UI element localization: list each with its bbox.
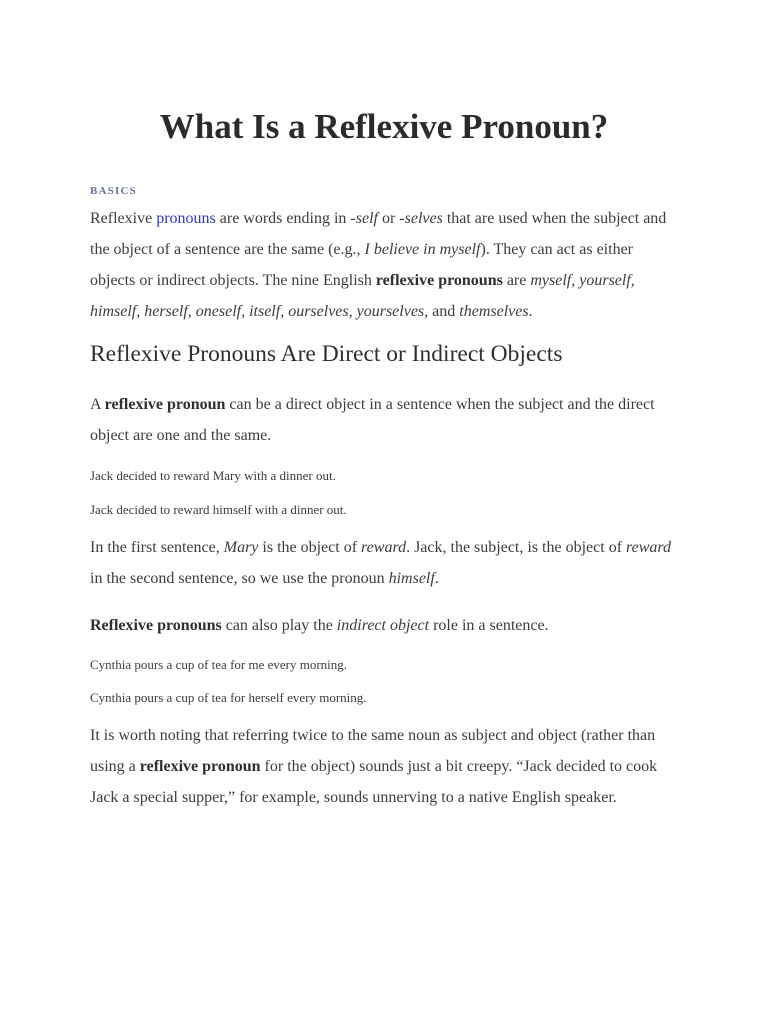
pronouns-link[interactable]: pronouns <box>156 210 216 227</box>
intro-example: I believe in myself <box>364 241 481 258</box>
example-sentence: Jack decided to reward himself with a dinner out. <box>90 502 347 517</box>
intro-text-3: or <box>377 210 400 227</box>
reward-word: reward <box>626 539 672 556</box>
example-sentence: Cynthia pours a cup of tea for herself every morning. <box>90 690 367 705</box>
pronoun-list: myself, yourself, himself, herself, oneself, itself, ourselves, yourselves, <box>90 272 635 320</box>
intro-text-4: that are used when the subject and the object of a sentence are the same (e.g., <box>90 210 667 258</box>
example-sentence: Cynthia pours a cup of tea for me every morning. <box>90 657 348 672</box>
intro-text-6: are <box>502 272 531 289</box>
worth-text-2: for the object) sounds just a bit creepy. “Jack decided to cook Jack a special supper,” for example, sounds unnerving to a native English speaker. <box>90 758 658 806</box>
section-heading: Reflexive Pronouns Are Direct or Indirect Objects <box>90 341 563 367</box>
first-text-5: . <box>434 570 439 587</box>
explanation-paragraph <box>90 532 680 594</box>
intro-text-1: Reflexive <box>90 210 157 227</box>
first-text-2: is the object of <box>258 539 362 556</box>
self-suffix: -self <box>350 210 378 227</box>
first-text-4: in the second sentence, so we use the pronoun <box>90 570 389 587</box>
intro-term: reflexive pronouns <box>375 272 503 289</box>
indirect-role: indirect object <box>336 617 430 634</box>
indirect-term: Reflexive pronouns <box>90 617 222 634</box>
indirect-object-paragraph <box>90 610 680 641</box>
direct-text-2: can be a direct object in a sentence when the subject and the direct object are one and the same. <box>90 396 655 444</box>
intro-paragraph <box>90 203 680 327</box>
reward-word: reward <box>361 539 407 556</box>
selves-suffix: -selves <box>399 210 443 227</box>
direct-object-paragraph <box>90 389 680 451</box>
pronoun-last: themselves <box>459 303 529 320</box>
example-sentence: Jack decided to reward Mary with a dinner out. <box>90 468 336 483</box>
section-kicker: BASICS <box>90 185 137 197</box>
page-title: What Is a Reflexive Pronoun? <box>159 107 609 146</box>
mary-word: Mary <box>223 539 259 556</box>
direct-text-1: A <box>90 396 105 413</box>
worth-term: reflexive pronoun <box>139 758 261 775</box>
intro-text-8: . <box>528 303 533 320</box>
first-text-3: . Jack, the subject, is the object of <box>406 539 627 556</box>
first-text-1: In the first sentence, <box>90 539 224 556</box>
direct-term: reflexive pronoun <box>104 396 226 413</box>
intro-text-5: ). They can act as either objects or indirect objects. The nine English <box>90 241 633 289</box>
intro-text-7: and <box>428 303 460 320</box>
indirect-text-2: role in a sentence. <box>429 617 549 634</box>
note-paragraph <box>90 720 680 813</box>
indirect-text-1: can also play the <box>221 617 337 634</box>
intro-text-2: are words ending in <box>215 210 351 227</box>
himself-word: himself <box>388 570 435 587</box>
worth-text-1: It is worth noting that referring twice to the same noun as subject and object (rather than using a <box>90 727 656 775</box>
